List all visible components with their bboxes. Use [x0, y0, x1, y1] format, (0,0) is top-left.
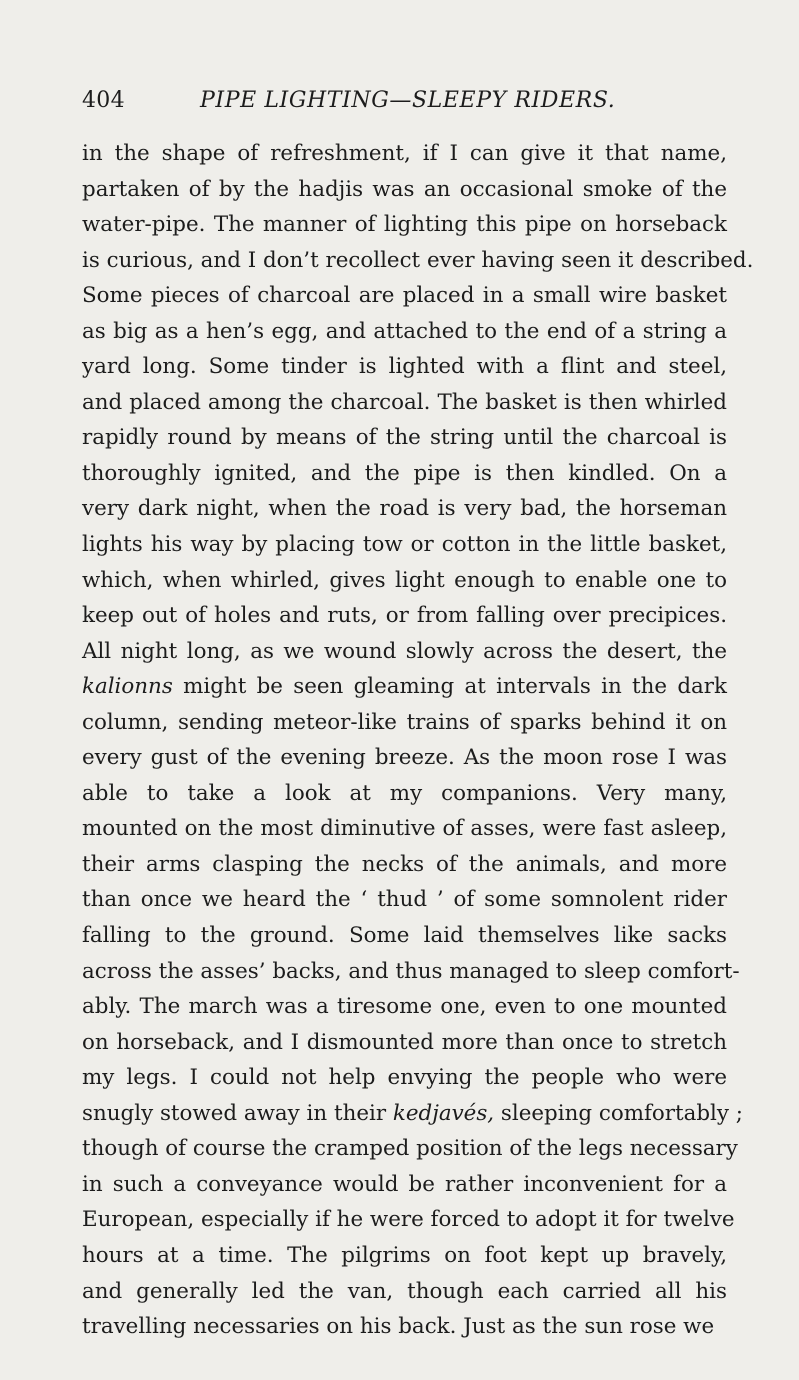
text-run: might be seen gleaming at intervals in the dark: [172, 674, 727, 700]
text-run: All night long, as we wound slowly across the desert, the: [82, 638, 727, 664]
text-line: [82, 1274, 727, 1310]
text-line: [82, 527, 727, 563]
text-run: and placed among the charcoal. The basket is then whirled: [82, 389, 727, 415]
text-line: [82, 598, 727, 634]
text-run: falling to the ground. Some laid themselves like sacks: [82, 923, 727, 949]
text-run: in the shape of refreshment, if I can give it that name,: [82, 141, 727, 166]
text-line: [82, 207, 727, 243]
text-run: mounted on the most diminutive of asses, were fast asleep,: [82, 816, 727, 842]
text-line: [82, 1060, 727, 1096]
text-run: yard long. Some tinder is lighted with a flint and steel,: [82, 354, 727, 380]
text-line: [82, 349, 727, 385]
text-run: my legs. I could not help envying the people who were: [82, 1065, 727, 1091]
text-run: Some pieces of charcoal are placed in a small wire basket: [82, 283, 727, 309]
text-line: [82, 740, 727, 776]
text-line: [82, 882, 727, 918]
text-run: ably. The march was a tiresome one, even to one mounted: [82, 994, 727, 1020]
text-run: which, when whirled, gives light enough to enable one to: [82, 567, 727, 593]
text-run: across the asses’ backs, and thus managed to sleep comfort-: [82, 958, 740, 984]
text-line: [82, 634, 727, 670]
text-line: [82, 1167, 727, 1203]
italic-term: kalionns: [82, 674, 173, 700]
text-run: able to take a look at my companions. Very many,: [82, 780, 727, 806]
text-run: is curious, and I don’t recollect ever having seen it described.: [82, 247, 754, 273]
text-run: European, especially if he were forced to adopt it for twelve: [82, 1207, 735, 1233]
running-head: [82, 86, 722, 116]
text-run: keep out of holes and ruts, or from falling over precipices.: [82, 603, 727, 629]
text-run: thoroughly ignited, and the pipe is then kindled. On a: [82, 460, 727, 486]
text-run: hours at a time. The pilgrims on foot kept up bravely,: [82, 1242, 727, 1268]
text-run: and generally led the van, though each carried all his: [82, 1278, 727, 1304]
text-line: [82, 491, 727, 527]
text-run: every gust of the evening breeze. As the moon rose I was: [82, 745, 727, 771]
text-line: [82, 989, 727, 1025]
text-line: [82, 669, 727, 705]
text-line: [82, 1025, 727, 1061]
italic-term: kedjavés,: [392, 1100, 495, 1126]
text-line: [82, 278, 727, 314]
text-line: [82, 136, 727, 172]
text-line: [82, 420, 727, 456]
text-line: [82, 918, 727, 954]
text-run: on horseback, and I dismounted more than once to stretch: [82, 1029, 727, 1055]
text-run: though of course the cramped position of the legs necessary: [82, 1136, 738, 1162]
page-number: 404: [82, 88, 125, 113]
text-line: [82, 1238, 727, 1274]
text-line: [82, 456, 727, 492]
text-run: their arms clasping the necks of the animals, and more: [82, 851, 727, 877]
text-run: water-pipe. The manner of lighting this pipe on horseback: [82, 212, 727, 238]
text-run: lights his way by placing tow or cotton in the little basket,: [82, 532, 727, 558]
text-run: in such a conveyance would be rather inconvenient for a: [82, 1171, 727, 1197]
text-line: [82, 563, 727, 599]
text-line: [82, 314, 727, 350]
text-line: [82, 1309, 727, 1345]
text-run: partaken of by the hadjis was an occasional smoke of the: [82, 176, 727, 202]
text-run: snugly stowed away in their: [82, 1100, 393, 1126]
body-text: [82, 136, 754, 1345]
text-line: [82, 954, 740, 990]
text-line: [82, 1131, 738, 1167]
text-line: [82, 847, 727, 883]
text-line: [82, 1096, 743, 1132]
text-line: [82, 385, 727, 421]
text-line: [82, 705, 727, 741]
text-line: [82, 776, 727, 812]
text-line: [82, 243, 754, 279]
text-run: than once we heard the ‘ thud ’ of some somnolent rider: [82, 887, 727, 913]
text-run: column, sending meteor-like trains of sparks behind it on: [82, 709, 727, 735]
text-run: sleeping comfortably ;: [494, 1100, 743, 1126]
text-line: [82, 1202, 735, 1238]
text-run: travelling necessaries on his back. Just as the sun rose we: [82, 1314, 715, 1340]
text-line: [82, 811, 727, 847]
running-title: PIPE LIGHTING—SLEEPY RIDERS.: [200, 88, 616, 113]
text-line: [82, 172, 727, 208]
text-run: rapidly round by means of the string until the charcoal is: [82, 425, 727, 451]
text-run: very dark night, when the road is very bad, the horseman: [82, 496, 727, 522]
text-run: as big as a hen’s egg, and attached to the end of a string a: [82, 318, 727, 344]
